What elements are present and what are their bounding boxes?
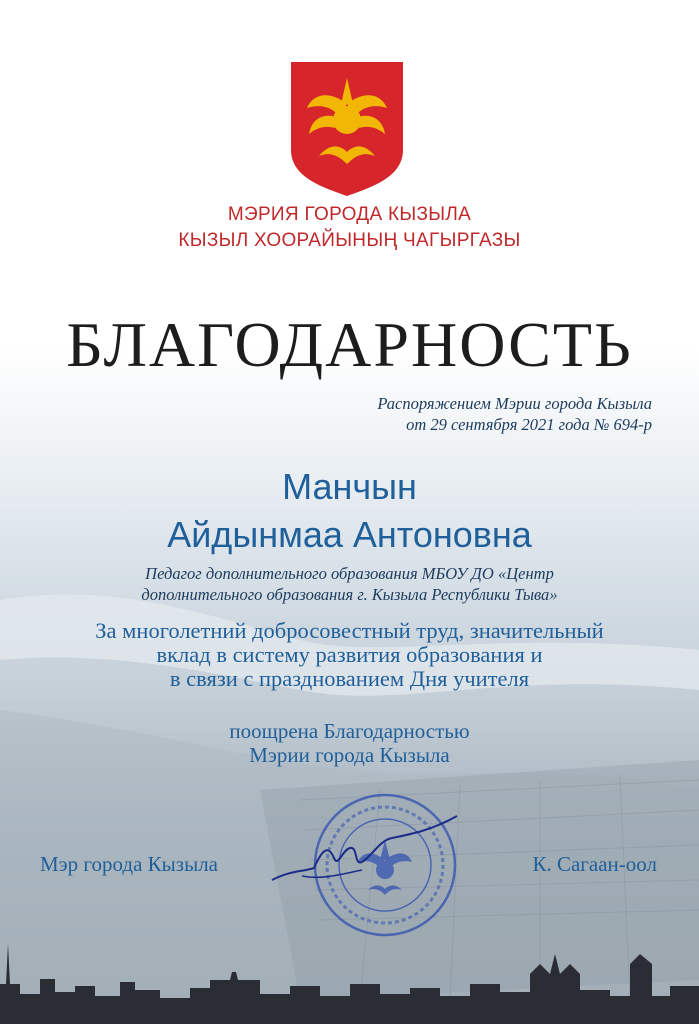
kyzyl-emblem-icon (289, 60, 405, 198)
recipient-position-line-1: Педагог дополнительного образования МБОУ ДО «Центр (145, 564, 554, 583)
organization-name-tuvan: КЫЗЫЛ ХООРАЙЫНЫҢ ЧАГЫРГАЗЫ (178, 230, 521, 251)
certificate-title: БЛАГОДАРНОСТЬ (66, 309, 633, 380)
order-line-2: от 29 сентября 2021 года № 694-р (406, 415, 652, 434)
signatory-name: К. Сагаан-оол (532, 852, 657, 876)
signatory-role: Мэр города Кызыла (40, 852, 218, 876)
reason-line-3: в связи с празднованием Дня учителя (169, 666, 530, 691)
recipient-position-line-2: дополнительного образования г. Кызыла Республики Тыва» (141, 585, 558, 604)
handwritten-signature-icon (262, 810, 462, 900)
reason-line-2: вклад в систему развития образования и (156, 642, 543, 667)
order-line-1: Распоряжением Мэрии города Кызыла (377, 394, 652, 413)
award-line-1: поощрена Благодарностью (229, 719, 470, 743)
recipient-surname: Манчын (282, 466, 417, 507)
organization-name-russian: МЭРИЯ ГОРОДА КЫЗЫЛА (227, 204, 472, 225)
reason-line-1: За многолетний добросовестный труд, значительный (95, 618, 604, 643)
award-line-2: Мэрии города Кызыла (249, 743, 450, 767)
recipient-given-names: Айдынмаа Антоновна (167, 514, 532, 555)
